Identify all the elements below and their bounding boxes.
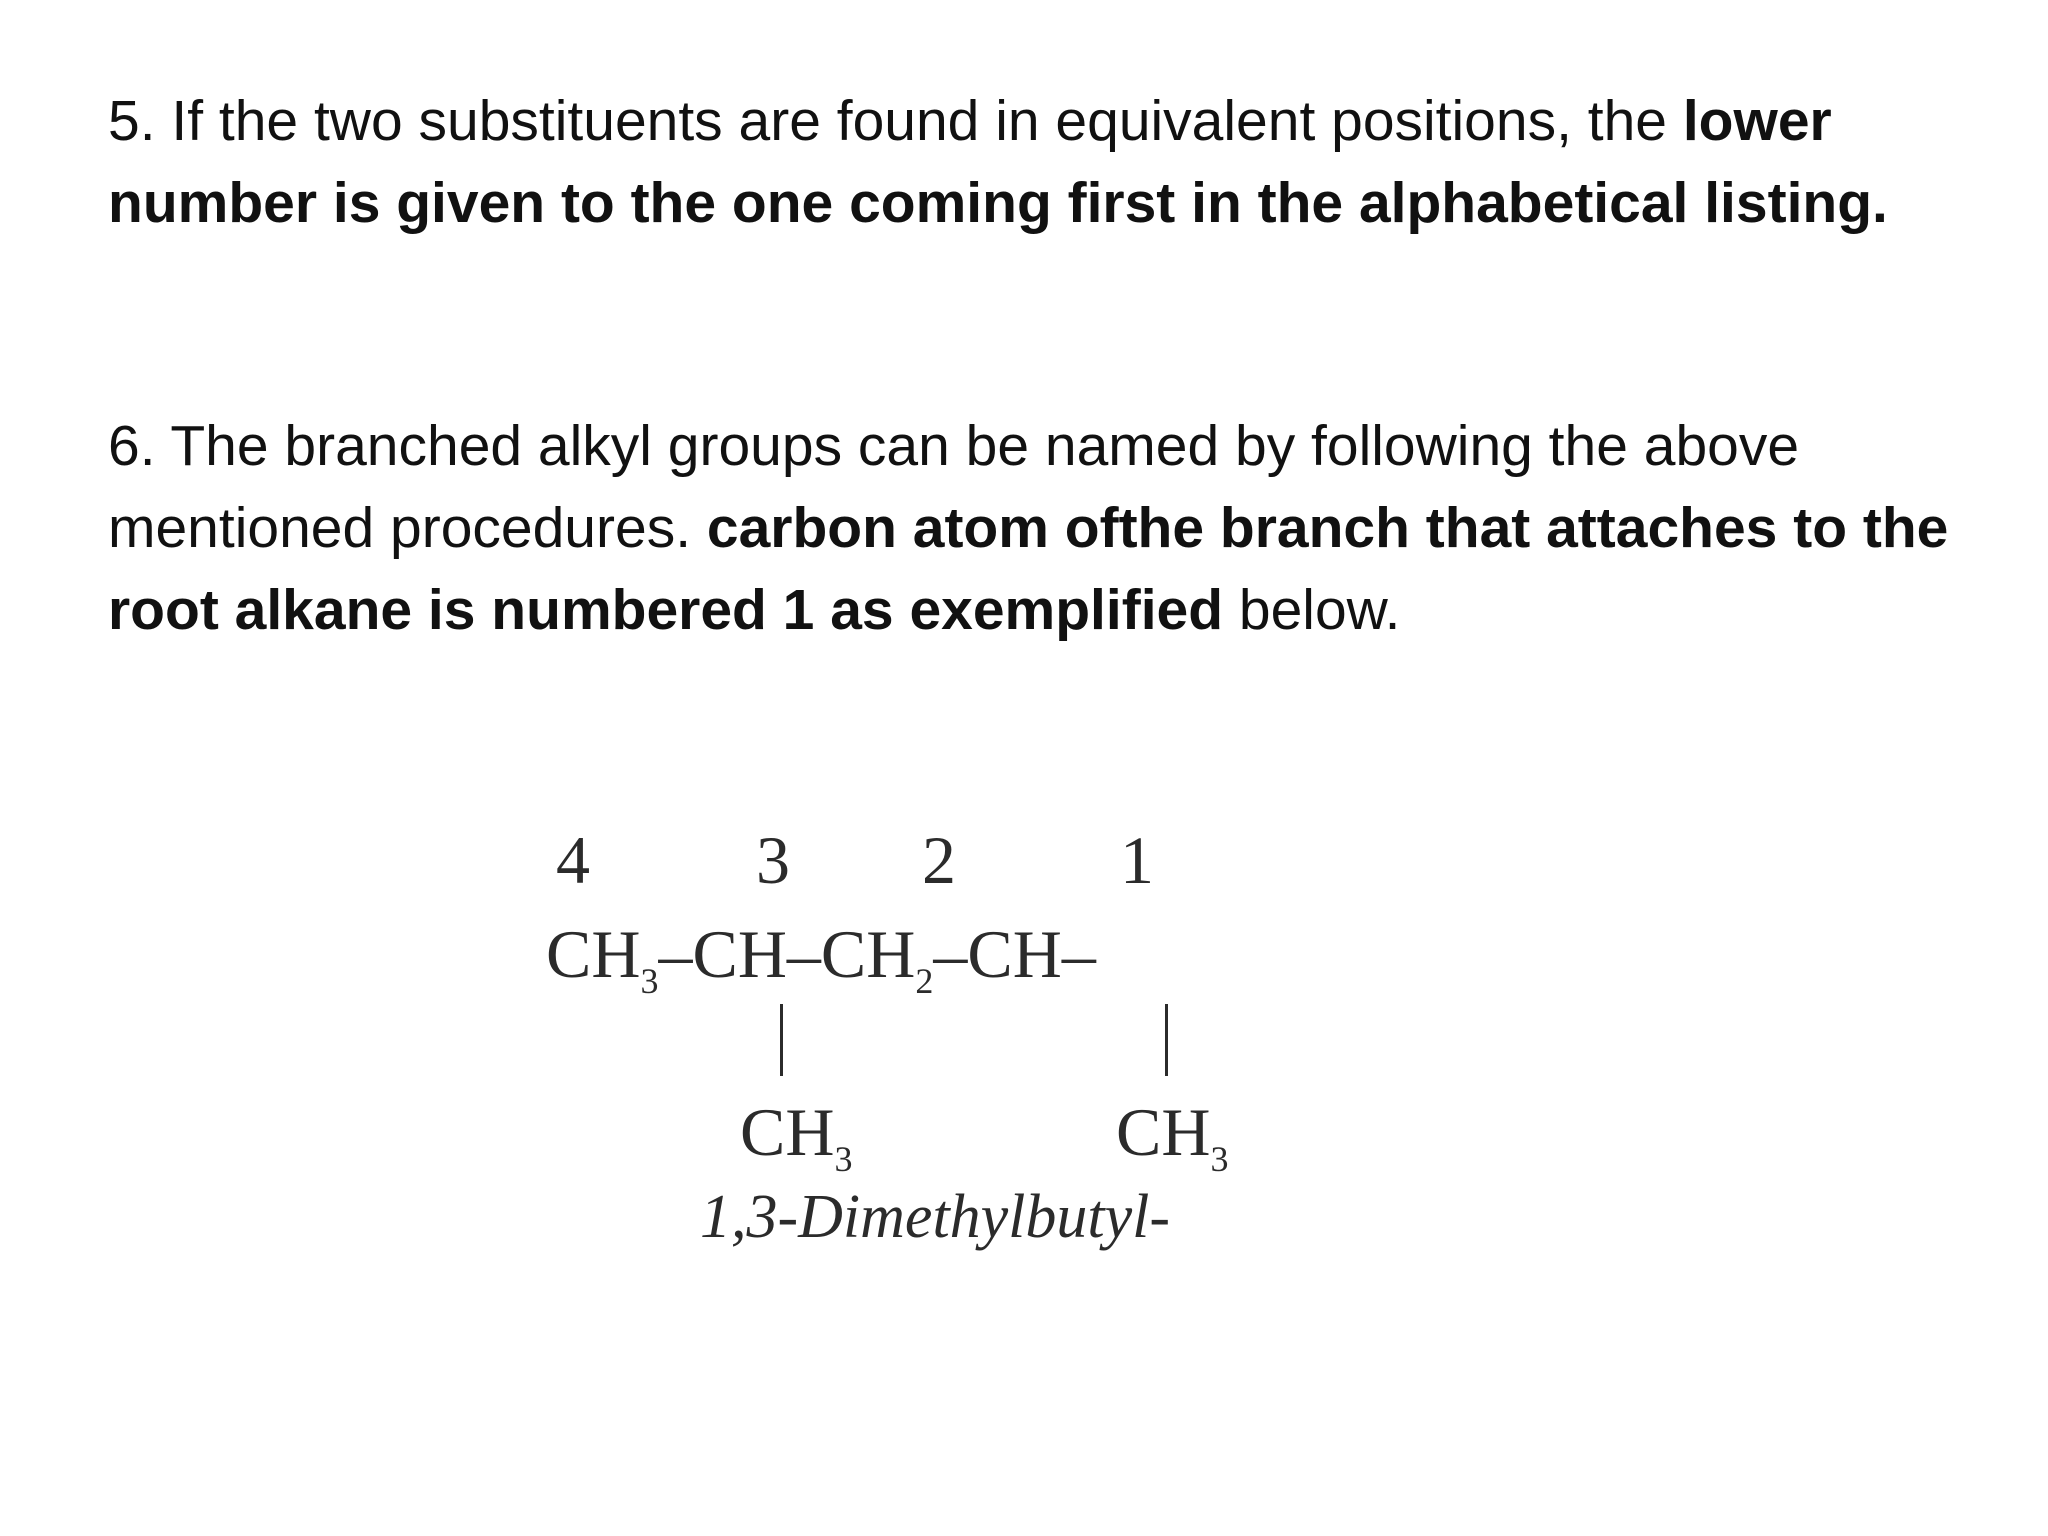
carbon-number-2: 2 (922, 822, 956, 898)
compound-name: 1,3-Dimethylbutyl- (700, 1183, 1171, 1251)
methyl-c1-label: CH (1116, 1094, 1211, 1170)
rule-6-text-end: below. (1223, 578, 1401, 642)
rule-6-emphasis: carbon atom ofthe branch that attaches to the root alkane is numbered 1 as exemplified (108, 496, 1949, 642)
methyl-c1-subscript: 3 (1210, 1139, 1229, 1179)
carbon-number-4: 4 (556, 822, 590, 898)
chain-middle: –CH–CH (658, 916, 916, 992)
rule-6-paragraph (108, 405, 1988, 651)
chain-ch3: CH (546, 916, 641, 992)
methyl-c1 (1116, 1094, 1229, 1179)
methyl-c3-label: CH (740, 1094, 835, 1170)
bond-line-c3 (780, 1004, 783, 1076)
carbon-number-1: 1 (1120, 822, 1154, 898)
rule-5-paragraph (108, 80, 1988, 244)
rule-5-text: If the two substituents are found in equivalent positions, the (155, 89, 1683, 153)
chain-ch2-subscript: 2 (915, 961, 934, 1001)
methyl-c3-subscript: 3 (834, 1139, 853, 1179)
methyl-c3 (740, 1094, 853, 1179)
rule-5-number: 5. (108, 89, 156, 153)
rule-6-number: 6. (108, 414, 156, 478)
main-chain (546, 916, 1096, 1001)
chain-ch3-subscript: 3 (640, 961, 659, 1001)
carbon-number-3: 3 (756, 822, 790, 898)
chain-end: –CH– (933, 916, 1096, 992)
rule-5-emphasis: lower number is given to the one coming first in the alphabetical listing. (108, 89, 1888, 235)
rule-6-text: The branched alkyl groups can be named by following the above mentioned procedures. (108, 414, 1800, 560)
bond-line-c1 (1165, 1004, 1168, 1076)
